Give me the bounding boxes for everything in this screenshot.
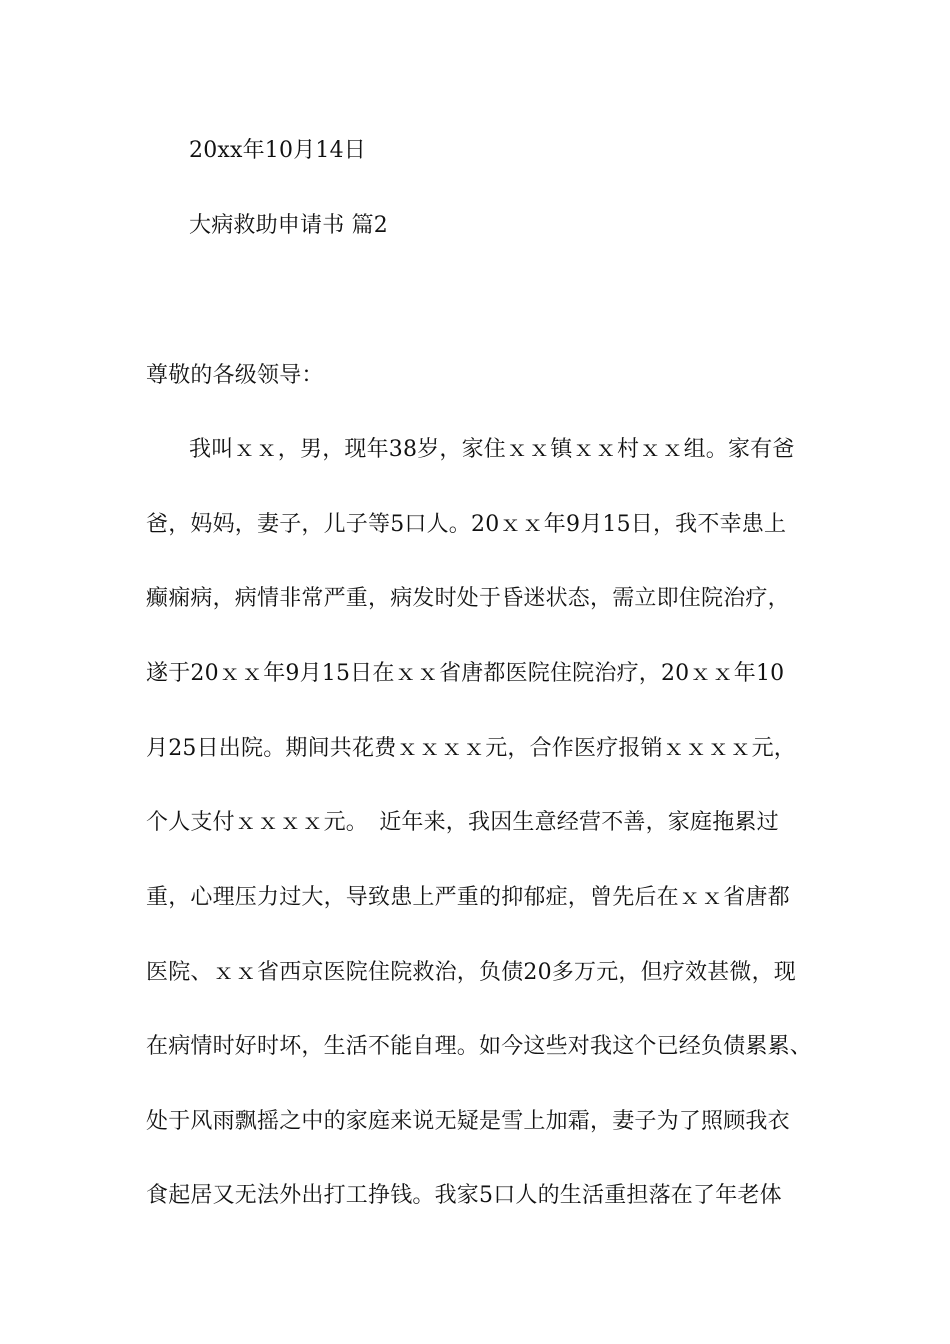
body-line-2: 爸，妈妈，妻子，儿子等5口人。20ｘｘ年9月15日，我不幸患上 (146, 512, 787, 537)
body-line-9: 在病情时好时坏，生活不能自理。如今这些对我这个已经负债累累、 (146, 1034, 813, 1059)
body-line-4: 遂于20ｘｘ年9月15日在ｘｘ省唐都医院住院治疗，20ｘｘ年10 (146, 661, 785, 686)
body-line-1: 我叫ｘｘ，男，现年38岁，家住ｘｘ镇ｘｘ村ｘｘ组。家有爸 (189, 437, 795, 462)
document-heading: 大病救助申请书 篇2 (189, 213, 388, 238)
body-line-11: 食起居又无法外出打工挣钱。我家5口人的生活重担落在了年老体 (146, 1183, 782, 1208)
body-line-7: 重，心理压力过大，导致患上严重的抑郁症，曾先后在ｘｘ省唐都 (146, 885, 790, 910)
salutation: 尊敬的各级领导： (146, 363, 324, 388)
body-line-3: 癫痫病，病情非常严重，病发时处于昏迷状态，需立即住院治疗， (146, 586, 790, 611)
document-date: 20xx年10月14日 (189, 138, 366, 163)
body-line-6: 个人支付ｘｘｘｘ元。 近年来，我因生意经营不善，家庭拖累过 (146, 810, 779, 835)
body-line-10: 处于风雨飘摇之中的家庭来说无疑是雪上加霜，妻子为了照顾我衣 (146, 1109, 790, 1134)
body-line-5: 月25日出院。期间共花费ｘｘｘｘ元，合作医疗报销ｘｘｘｘ元， (146, 736, 796, 761)
body-line-8: 医院、ｘｘ省西京医院住院救治，负债20多万元，但疗效甚微，现 (146, 960, 796, 985)
